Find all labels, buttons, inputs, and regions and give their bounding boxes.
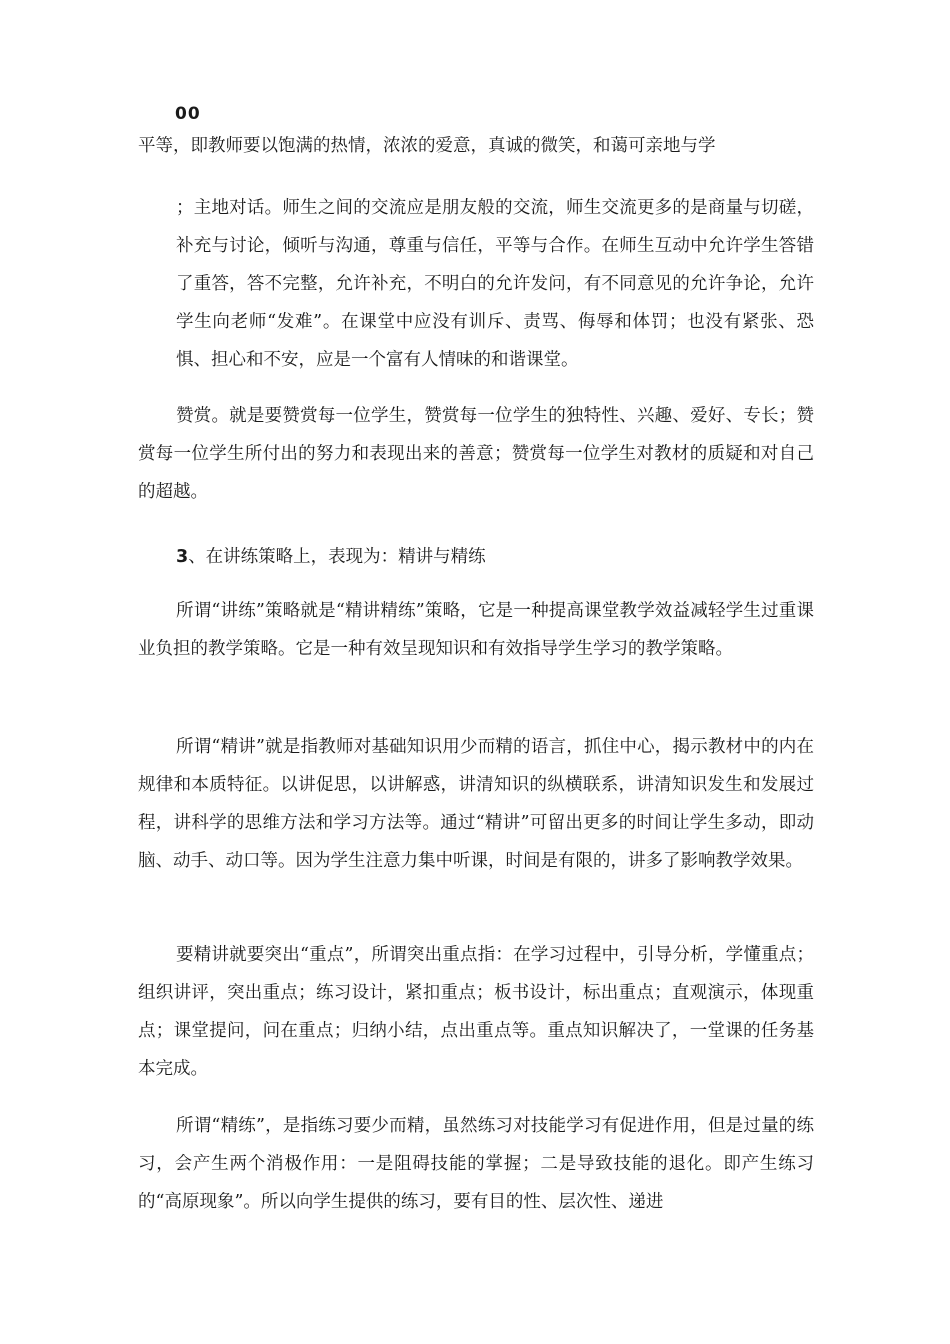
section-heading [176, 538, 816, 576]
paragraph-equality-end: 平等，即教师要以饱满的热情，浓浓的爱意，真诚的微笑，和蔼可亲地与学 [138, 136, 716, 156]
paragraph-dialogue-text: ；主地对话。师生之间的交流应是朋友般的交流，师生交流更多的是商量与切磋，补充与讨论，倾听与沟通，尊重与信任，平等与合作。在师生互动中允许学生答错了重答，答不完整，允许补充，不明白的允许发问，有不同意见的允许争论，允许学生向老师“发难”。在课堂中应没有训斥、责骂、侮辱和体罚；也没有紧张、恐惧、担心和不安，应是一个富有人情味的和谐课堂。 [176, 198, 814, 370]
paragraph-dialogue [138, 189, 814, 379]
page-marker: 00 [175, 104, 201, 124]
section-heading-number: 3 [176, 547, 189, 567]
section-heading-text: 、在讲练策略上，表现为：精讲与精练 [188, 547, 486, 567]
paragraph-precise-teaching: 所谓“精讲”就是指教师对基础知识用少而精的语言，抓住中心，揭示教材中的内在规律和本质特征。以讲促思，以讲解惑，讲清知识的纵横联系，讲清知识发生和发展过程，讲科学的思维方法和学习方法等。通过“精讲”可留出更多的时间让学生多动，即动脑、动手、动口等。因为学生注意力集中听课，时间是有限的，讲多了影响教学效果。 [138, 737, 814, 871]
paragraph-strategy: 所谓“讲练”策略就是“精讲精练”策略，它是一种提高课堂教学效益减轻学生过重课业负担的教学策略。它是一种有效呈现知识和有效指导学生学习的教学策略。 [138, 601, 814, 659]
paragraph-precise-practice: 所谓“精练”，是指练习要少而精，虽然练习对技能学习有促进作用，但是过量的练习，会产生两个消极作用：一是阻碍技能的掌握；二是导致技能的退化。即产生练习的“高原现象”。所以向学生提供的练习，要有目的性、层次性、递进 [138, 1116, 814, 1212]
paragraph-appreciation: 赞赏。就是要赞赏每一位学生，赞赏每一位学生的独特性、兴趣、爱好、专长；赞赏每一位学生所付出的努力和表现出来的善意；赞赏每一位学生对教材的质疑和对自己的超越。 [138, 406, 814, 502]
paragraph-key-points: 要精讲就要突出“重点”，所谓突出重点指：在学习过程中，引导分析，学懂重点；组织讲评，突出重点；练习设计，紧扣重点；板书设计，标出重点；直观演示，体现重点；课堂提问，问在重点；归纳小结，点出重点等。重点知识解决了，一堂课的任务基本完成。 [138, 945, 814, 1079]
